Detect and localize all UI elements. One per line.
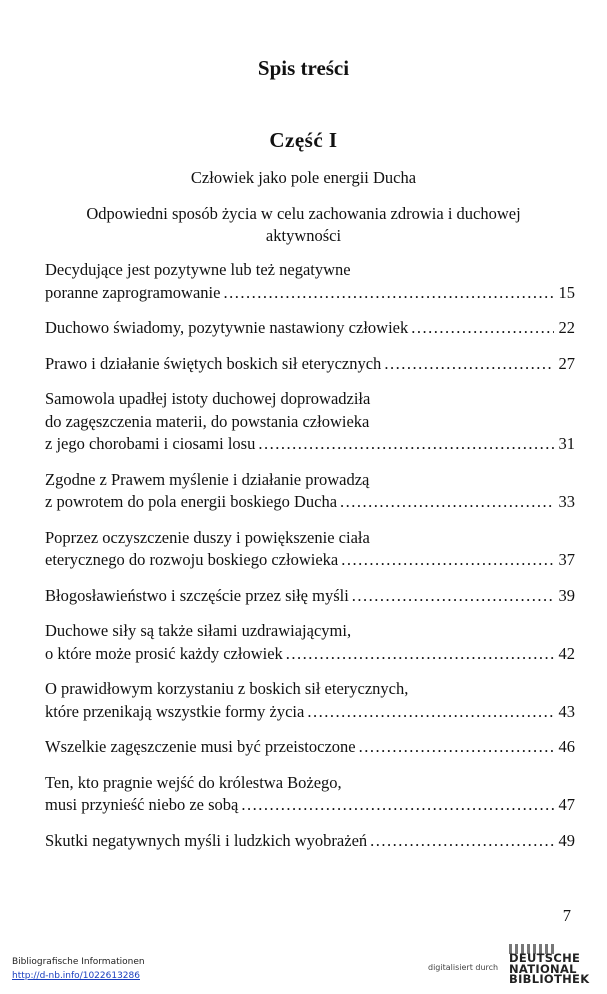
toc-entry-line: Prawo i działanie świętych boskich sił eterycznych	[45, 353, 382, 373]
dot-leader	[286, 643, 554, 666]
toc-entry-line: które przenikają wszystkie formy życia	[45, 701, 305, 721]
biblio-link[interactable]: http://d-nb.info/1022613286	[12, 971, 140, 981]
bibliographic-info	[12, 955, 145, 983]
toc-entry-line: Decydujące jest pozytywne lub też negatywne	[45, 260, 351, 279]
dot-leader	[307, 701, 554, 724]
toc-entry[interactable]	[45, 620, 575, 665]
dot-leader	[341, 549, 554, 572]
toc-entry-line: eterycznego do rozwoju boskiego człowieka	[45, 550, 339, 569]
toc-entry[interactable]	[45, 259, 575, 304]
part-subtitle: Człowiek jako pole energii Ducha	[190, 168, 417, 187]
toc-page-number: 27	[558, 353, 575, 373]
digitized-by-label: digitalisiert durch	[428, 963, 499, 972]
toc-entry[interactable]	[45, 830, 575, 853]
page-number: 7	[562, 906, 571, 925]
toc-page-number: 22	[558, 318, 575, 337]
toc-entry[interactable]	[45, 736, 575, 759]
table-of-contents	[45, 259, 575, 865]
dot-leader	[258, 433, 554, 456]
dnb-logo	[509, 944, 599, 988]
toc-entry[interactable]	[45, 585, 575, 608]
dot-leader	[352, 585, 554, 608]
toc-entry[interactable]	[45, 772, 575, 817]
toc-entry-line: Skutki negatywnych myśli i ludzkich wyobrażeń	[45, 830, 368, 850]
toc-page-number: 31	[558, 434, 575, 453]
dnb-logo-text: DEUTSCHE NATIONAL BIBLIOTHEK	[509, 951, 590, 986]
toc-entry-line: Poprzez oczyszczenie duszy i powiększenie ciała	[45, 527, 370, 547]
dot-leader	[384, 353, 554, 376]
dot-leader	[340, 491, 554, 514]
section-subtitle: Odpowiedni sposób życia w celu zachowania zdrowia i duchowej aktywności	[86, 204, 521, 245]
toc-entry-line: do zagęszczenia materii, do powstania człowieka	[45, 411, 370, 431]
toc-entry[interactable]	[45, 317, 575, 340]
toc-entry-line: Wszelkie zagęszczenie musi być przeistoczone	[45, 737, 356, 756]
toc-entry[interactable]	[45, 388, 575, 456]
toc-entry[interactable]	[45, 353, 575, 376]
toc-page-number: 39	[558, 585, 575, 605]
toc-page-number: 42	[558, 643, 575, 663]
toc-page-number: 33	[558, 492, 575, 511]
toc-entry-line: Duchowo świadomy, pozytywnie nastawiony człowiek	[45, 318, 409, 337]
toc-entry-line: Ten, kto pragnie wejść do królestwa Bożego,	[45, 772, 342, 792]
toc-entry-line: poranne zaprogramowanie	[45, 282, 221, 302]
toc-entry-line: O prawidłowym korzystaniu z boskich sił eterycznych,	[45, 679, 409, 698]
toc-page-number: 37	[558, 550, 575, 569]
toc-entry-line: z powrotem do pola energii boskiego Ducha	[45, 492, 338, 511]
toc-page-number: 15	[558, 282, 575, 302]
dot-leader	[223, 282, 554, 305]
toc-page-number: 47	[558, 795, 575, 814]
dot-leader	[370, 830, 554, 853]
page-title: Spis treści	[257, 56, 350, 80]
toc-entry-line: Błogosławieństwo i szczęście przez siłę myśli	[45, 585, 349, 605]
dot-leader	[241, 794, 554, 817]
toc-entry-line: Samowola upadłej istoty duchowej doprowadziła	[45, 389, 371, 408]
toc-entry-line: o które może prosić każdy człowiek	[45, 643, 283, 663]
dot-leader	[359, 736, 554, 759]
toc-entry-line: Duchowe siły są także siłami uzdrawiającymi,	[45, 621, 352, 640]
toc-entry-line: z jego chorobami i ciosami losu	[45, 434, 256, 453]
toc-entry-line: musi przynieść niebo ze sobą	[45, 795, 239, 814]
dot-leader	[411, 317, 554, 340]
part-heading: Część I	[269, 128, 338, 152]
toc-entry[interactable]	[45, 527, 575, 572]
toc-page-number: 46	[558, 737, 575, 756]
toc-entry[interactable]	[45, 678, 575, 723]
toc-page-number: 49	[558, 830, 575, 850]
biblio-label: Bibliografische Informationen	[12, 957, 145, 967]
toc-entry-line: Zgodne z Prawem myślenie i działanie prowadzą	[45, 469, 370, 489]
toc-entry[interactable]	[45, 469, 575, 514]
toc-page-number: 43	[558, 701, 575, 721]
